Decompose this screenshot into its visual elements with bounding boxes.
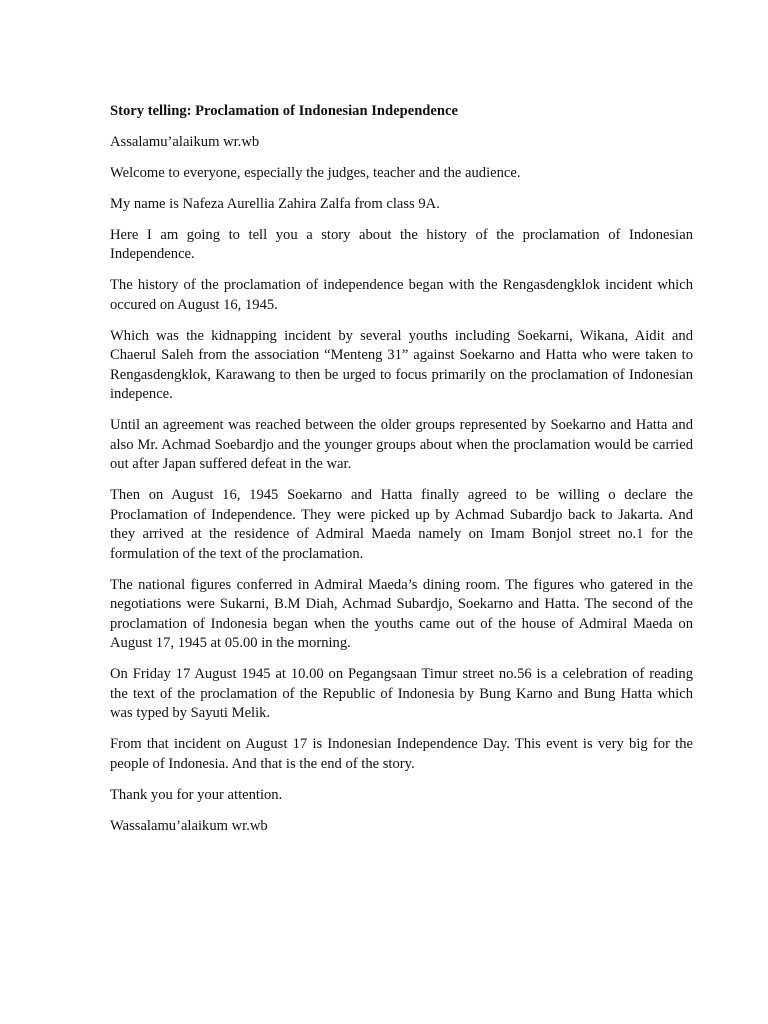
thanks-paragraph: Thank you for your attention.: [110, 786, 283, 803]
greeting-closing: Wassalamu’alaikum wr.wb: [110, 817, 268, 834]
dining-room-paragraph: The national figures conferred in Admiral Maeda’s dining room. The figures who gatered in the negotiations were Sukarni, B.M Diah, Achmad Subardjo, Soekarno and Hatta. The second of the proclamation of Indonesia began when the youths came out of the house of Admiral Maeda on August 17, 1945 at 05.00 in the morning.: [110, 576, 693, 651]
kidnapping-paragraph: Which was the kidnapping incident by several youths including Soekarni, Wikana, Aidit and Chaerul Saleh from the association “Menteng 31” against Soekarno and Hatta who were taken to Rengasdengklok, Karawang to then be urged to focus primarily on the proclamation of Indonesian indepence.: [110, 327, 693, 402]
greeting-opening: Assalamu’alaikum wr.wb: [110, 133, 260, 150]
introduction-paragraph: My name is Nafeza Aurellia Zahira Zalfa from class 9A.: [110, 195, 440, 212]
independence-day-paragraph: From that incident on August 17 is Indonesian Independence Day. This event is very big for the people of Indonesia. And that is the end of the story.: [110, 736, 693, 772]
welcome-paragraph: Welcome to everyone, especially the judges, teacher and the audience.: [110, 164, 521, 181]
document-page: [110, 102, 693, 848]
story-intro-paragraph: Here I am going to tell you a story about the history of the proclamation of Indonesian Independence.: [110, 226, 693, 262]
history-paragraph: The history of the proclamation of independence began with the Rengasdengklok incident which occured on August 16, 1945.: [110, 277, 693, 313]
document-title: Story telling: Proclamation of Indonesian Independence: [110, 103, 458, 119]
maeda-residence-paragraph: Then on August 16, 1945 Soekarno and Hatta finally agreed to be willing o declare the Proclamation of Independence. They were picked up by Achmad Subardjo back to Jakarta. And they arrived at the residence of Admiral Maeda namely on Imam Bonjol street no.1 for the formulation of the text of the proclamation.: [110, 487, 693, 562]
agreement-paragraph: Until an agreement was reached between the older groups represented by Soekarno and Hatta and also Mr. Achmad Soebardjo and the younger groups about when the proclamation would be carried out after Japan suffered defeat in the war.: [110, 417, 693, 472]
reading-paragraph: On Friday 17 August 1945 at 10.00 on Pegangsaan Timur street no.56 is a celebration of reading the text of the proclamation of the Republic of Indonesia by Bung Karno and Bung Hatta which was typed by Sayuti Melik.: [110, 666, 693, 721]
